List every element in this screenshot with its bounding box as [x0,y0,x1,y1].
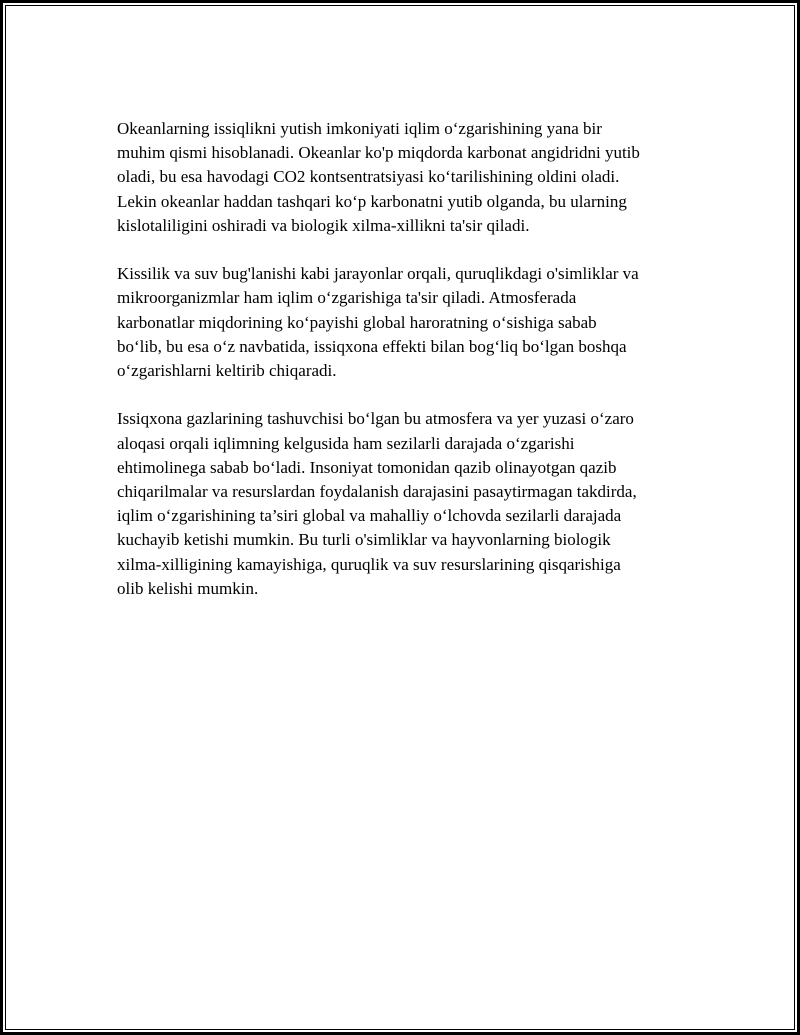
paragraph-line: muhim qismi hisoblanadi. Okeanlar ko'p miqdorda karbonat angidridni yutib [117,143,640,163]
paragraph-line: iqlim o‘zgarishining ta’siri global va mahalliy o‘lchovda sezilarli darajada [117,506,622,526]
paragraph-line: Okeanlarning issiqlikni yutish imkoniyati iqlim o‘zgarishining yana bir [117,119,602,138]
paragraph-line: karbonatlar miqdorining ko‘payishi global haroratning o‘sishiga sabab [117,312,597,332]
paragraph-line: o‘zgarishlarni keltirib chiqaradi. [117,361,337,381]
paragraph-line: xilma-xilligining kamayishiga, quruqlik va suv resurslarining qisqarishiga [117,554,621,574]
paragraph-line: mikroorganizmlar ham iqlim o‘zgarishiga ta'sir qiladi. Atmosferada [117,288,577,308]
paragraph-line: chiqarilmalar va resurslardan foydalanish darajasini pasaytirmagan takdirda, [117,482,637,502]
paragraph-1 [117,117,707,238]
paragraph-line: oladi, bu esa havodagi CO2 kontsentratsiyasi ko‘tarilishining oldini oladi. [117,167,620,187]
paragraph-line: Issiqxona gazlarining tashuvchisi bo‘lgan bu atmosfera va yer yuzasi o‘zaro [117,409,634,429]
paragraph-line: olib kelishi mumkin. [117,578,259,598]
paragraph-line: Kissilik va suv bug'lanishi kabi jarayonlar orqali, quruqlikdagi o'simliklar va [117,264,639,284]
paragraph-line: ehtimolinega sabab bo‘ladi. Insoniyat tomonidan qazib olinayotgan qazib [117,457,617,477]
paragraph-line: Lekin okeanlar haddan tashqari ko‘p karbonatni yutib olganda, bu ularning [117,191,627,211]
paragraph-line: bo‘lib, bu esa o‘z navbatida, issiqxona effekti bilan bog‘liq bo‘lgan boshqa [117,336,627,356]
paragraph-2 [117,262,707,383]
paragraph-line: kuchayib ketishi mumkin. Bu turli o'simliklar va hayvonlarning biologik [117,530,611,550]
paragraph-line: kislotaliligini oshiradi va biologik xilma-xillikni ta'sir qiladi. [117,215,530,235]
paragraph-line: aloqasi orqali iqlimning kelgusida ham sezilarli darajada o‘zgarishi [117,433,575,453]
paragraph-3 [117,407,707,601]
document-body [117,117,707,625]
